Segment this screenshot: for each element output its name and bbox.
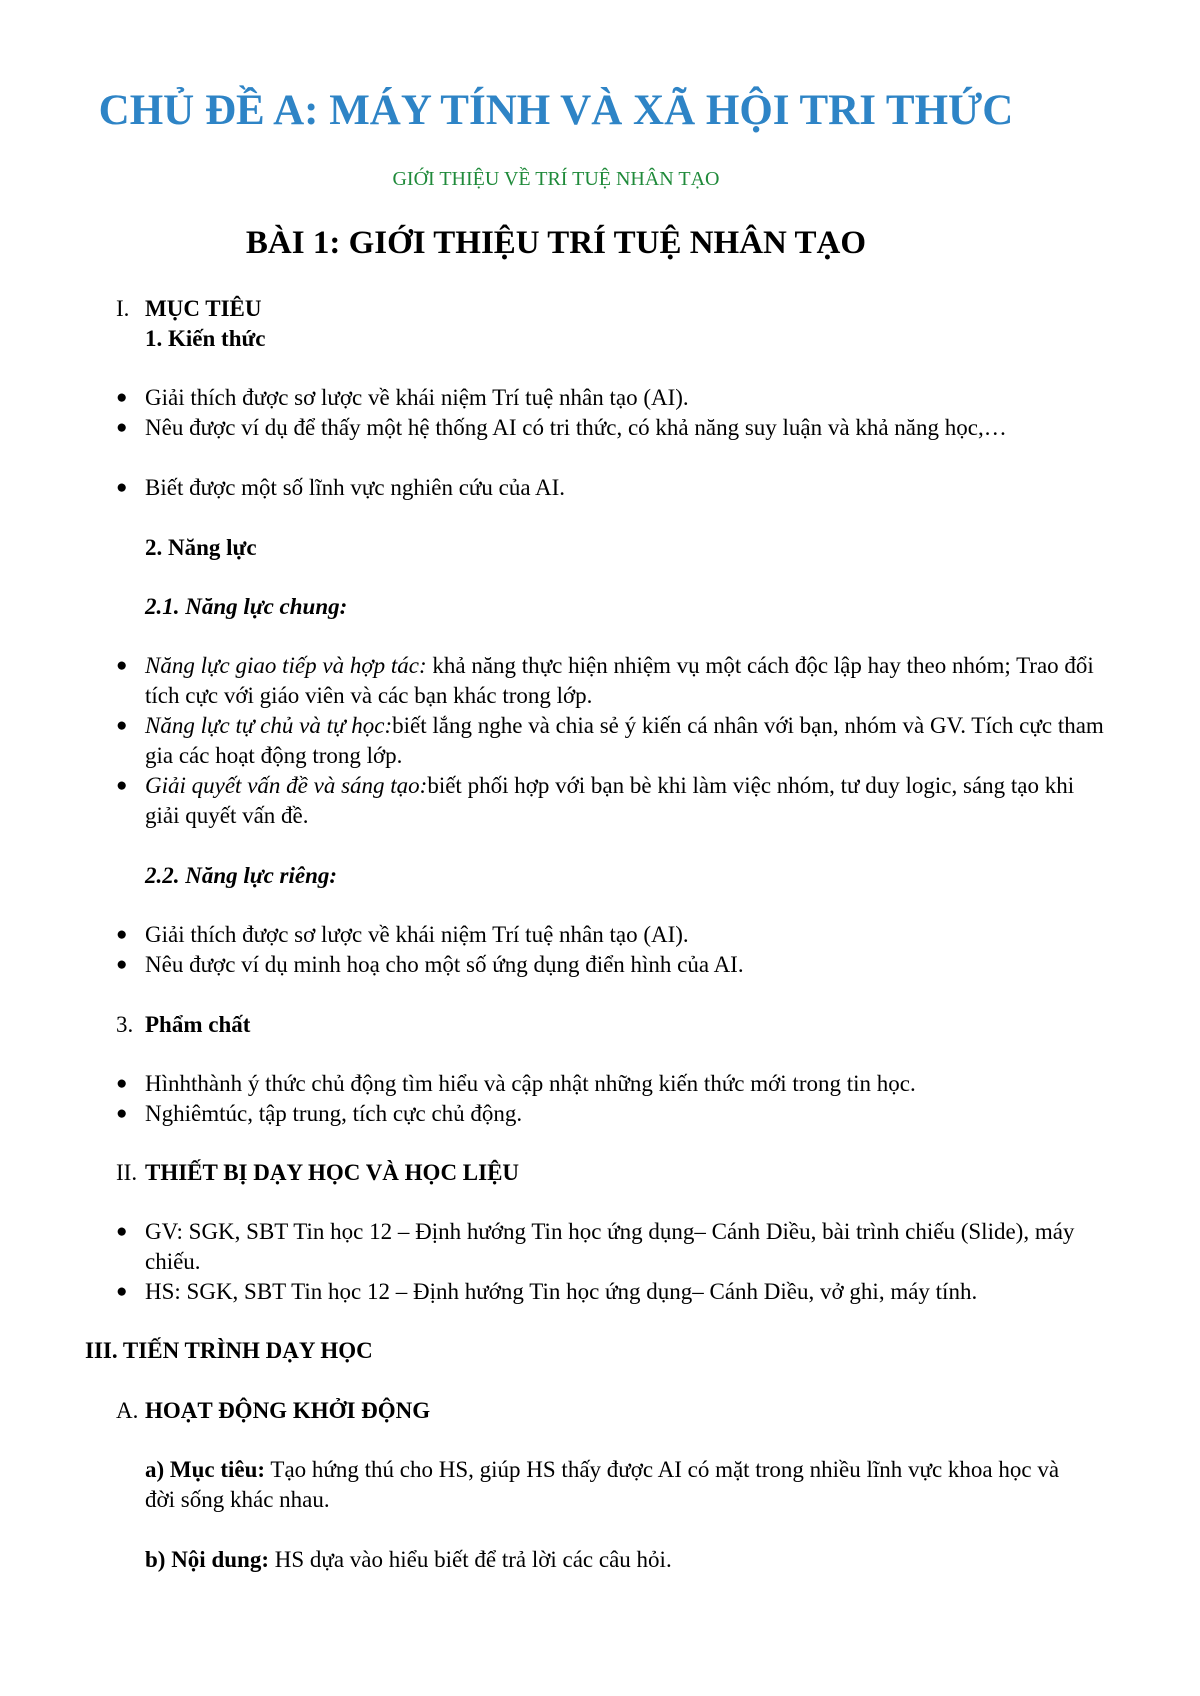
bullet-icon: ● <box>116 417 128 438</box>
bullet-icon: ● <box>116 1221 128 1242</box>
activity-a-letter: A. <box>116 1398 139 1423</box>
bullet-icon: ● <box>116 1103 128 1124</box>
qualities-item-1: Hìnhthành ý thức chủ động tìm hiểu và cập nhật những kiến thức mới trong tin học. <box>145 1071 916 1096</box>
competence-heading: 2. Năng lực <box>145 535 257 560</box>
topic-title: CHỦ ĐỀ A: MÁY TÍNH VÀ XÃ HỘI TRI THỨC <box>98 87 1014 134</box>
bullet-icon: ● <box>116 387 128 408</box>
activity-a-heading: HOẠT ĐỘNG KHỞI ĐỘNG <box>145 1398 431 1423</box>
bullet-icon: ● <box>116 715 128 736</box>
section-2-numeral: II. <box>116 1160 138 1185</box>
qualities-item-2: Nghiêmtúc, tập trung, tích cực chủ động. <box>145 1101 523 1126</box>
lesson-title: BÀI 1: GIỚI THIỆU TRÍ TUỆ NHÂN TẠO <box>245 225 867 261</box>
section-1-heading: MỤC TIÊU <box>145 296 262 321</box>
activity-a-content: b) Nội dung: HS dựa vào hiểu biết để trả lời các câu hỏi. <box>145 1547 672 1572</box>
general-competence-heading: 2.1. Năng lực chung: <box>145 594 348 619</box>
general-competence-item-1: Năng lực giao tiếp và hợp tác: khả năng thực hiện nhiệm vụ một cách độc lập hay theo nhóm; Trao đổi tích cực với giáo viên và các bạn khác trong lớp. <box>145 653 1094 708</box>
section-2-heading: THIẾT BỊ DẠY HỌC VÀ HỌC LIỆU <box>145 1160 520 1185</box>
knowledge-item-3: Biết được một số lĩnh vực nghiên cứu của AI. <box>145 475 566 500</box>
section-3-heading: III. TIẾN TRÌNH DẠY HỌC <box>85 1338 373 1363</box>
bullet-icon: ● <box>116 775 128 796</box>
section-1-numeral: I. <box>116 296 130 321</box>
bullet-icon: ● <box>116 924 128 945</box>
bullet-icon: ● <box>116 1281 128 1302</box>
bullet-icon: ● <box>116 1073 128 1094</box>
general-competence-item-3: Giải quyết vấn đề và sáng tạo:biết phối hợp với bạn bè khi làm việc nhóm, tư duy logic, sáng tạo khi giải quyết vấn đề. <box>145 773 1075 828</box>
equipment-item-1: GV: SGK, SBT Tin học 12 – Định hướng Tin học ứng dụng– Cánh Diều, bài trình chiếu (Slide), máy chiếu. <box>145 1219 1075 1274</box>
bullet-icon: ● <box>116 477 128 498</box>
specific-competence-heading: 2.2. Năng lực riêng: <box>145 863 338 888</box>
qualities-heading: Phẩm chất <box>145 1012 251 1037</box>
specific-competence-item-1: Giải thích được sơ lược về khái niệm Trí tuệ nhân tạo (AI). <box>145 922 689 947</box>
general-competence-item-2: Năng lực tự chủ và tự học:biết lắng nghe và chia sẻ ý kiến cá nhân với bạn, nhóm và GV. Tích cực tham gia các hoạt động trong lớp. <box>145 713 1104 768</box>
knowledge-heading: 1. Kiến thức <box>145 326 266 351</box>
bullet-icon: ● <box>116 655 128 676</box>
qualities-number: 3. <box>116 1012 134 1037</box>
specific-competence-item-2: Nêu được ví dụ minh hoạ cho một số ứng dụng điển hình của AI. <box>145 952 744 977</box>
knowledge-item-2: Nêu được ví dụ để thấy một hệ thống AI có tri thức, có khả năng suy luận và khả năng học,… <box>145 415 1007 440</box>
knowledge-item-1: Giải thích được sơ lược về khái niệm Trí tuệ nhân tạo (AI). <box>145 385 689 410</box>
equipment-item-2: HS: SGK, SBT Tin học 12 – Định hướng Tin học ứng dụng– Cánh Diều, vở ghi, máy tính. <box>145 1279 978 1304</box>
bullet-icon: ● <box>116 954 128 975</box>
subtitle: GIỚI THIỆU VỀ TRÍ TUỆ NHÂN TẠO <box>392 168 720 190</box>
activity-a-objective: a) Mục tiêu: Tạo hứng thú cho HS, giúp HS thấy được AI có mặt trong nhiều lĩnh vực khoa học và đời sống khác nhau. <box>145 1457 1060 1512</box>
